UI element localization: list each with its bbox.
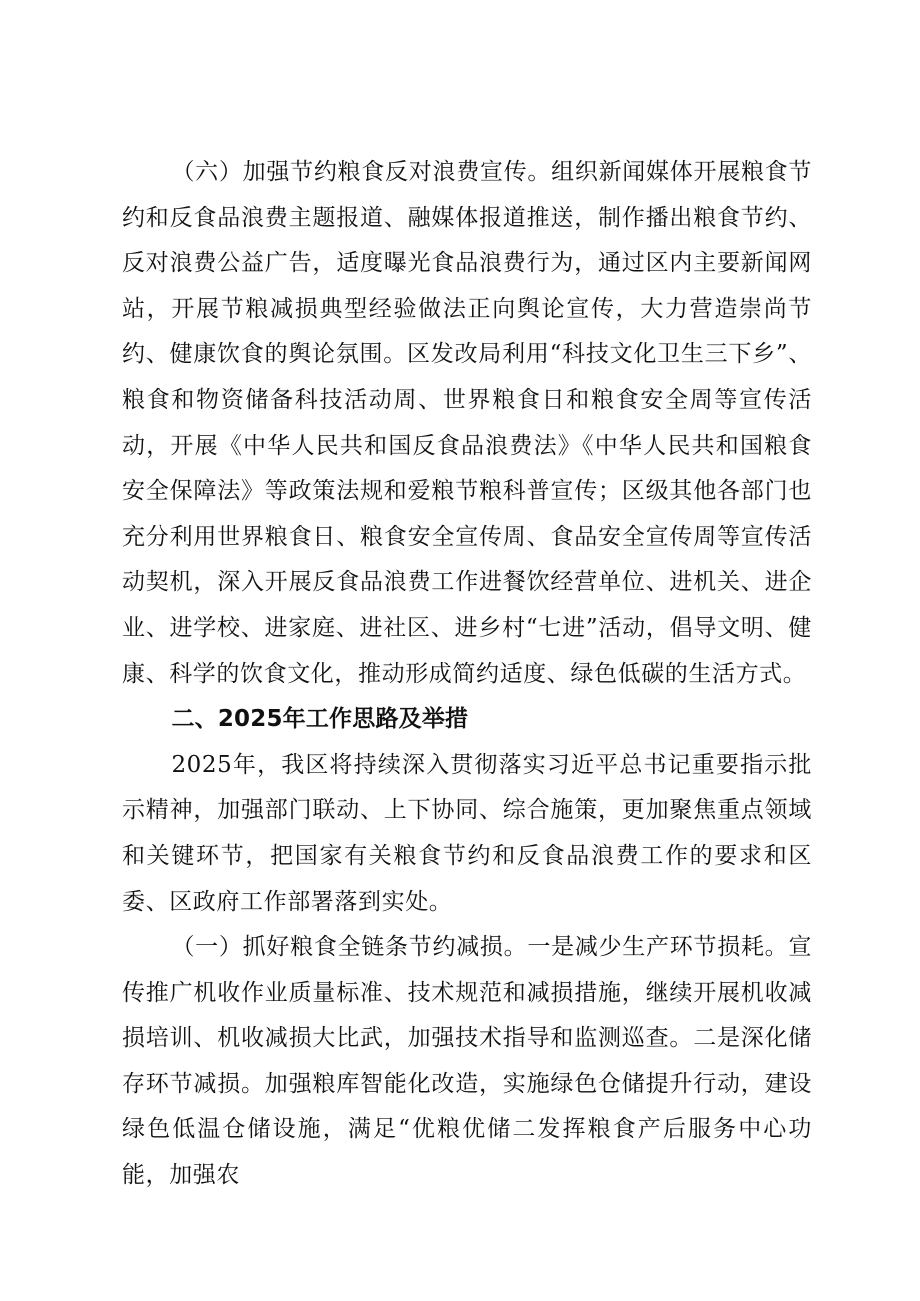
section-heading-2025: 二、2025年工作思路及举措 bbox=[171, 706, 469, 733]
paragraph-grain-chain: （一）抓好粮食全链条节约减损。一是减少生产环节损耗。宣传推广机收作业质量标准、技术规范和减损措施，继续开展机收减损培训、机收减损大比武，加强技术指导和监测巡查。二是深化储存环节减损。加强粮库智能化改造，实施绿色仓储提升行动，建设绿色低温仓储设施，满足“优粮优储二发挥粮食产后服务中心功能，加强农 bbox=[122, 934, 812, 1189]
paragraph-2025-overview: 2025年，我区将持续深入贯彻落实习近平总书记重要指示批示精神，加强部门联动、上下协同、综合施策，更加聚焦重点领域和关键环节，把国家有关粮食节约和反食品浪费工作的要求和区委、区政府工作部署落到实处。 bbox=[122, 751, 812, 915]
paragraph-publicity: （六）加强节约粮食反对浪费宣传。组织新闻媒体开展粮食节约和反食品浪费主题报道、融媒体报道推送，制作播出粮食节约、反对浪费公益广告，适度曝光食品浪费行为，通过区内主要新闻网站，开展节粮减损典型经验做法正向舆论宣传，大力营造崇尚节约、健康饮食的舆论氛围。区发改局利用“科技文化卫生三下乡”、粮食和物资储备科技活动周、世界粮食日和粮食安全周等宣传活动，开展《中华人民共和国反食品浪费法》《中华人民共和国粮食安全保障法》等政策法规和爱粮节粮科普宣传；区级其他各部门也充分利用世界粮食日、粮食安全宣传周、食品安全宣传周等宣传活动契机，深入开展反食品浪费工作进餐饮经营单位、进机关、进企业、进学校、进家庭、进社区、进乡村“七进”活动，倡导文明、健康、科学的饮食文化，推动形成简约适度、绿色低碳的生活方式。 bbox=[122, 159, 812, 687]
document-body bbox=[122, 150, 812, 1199]
